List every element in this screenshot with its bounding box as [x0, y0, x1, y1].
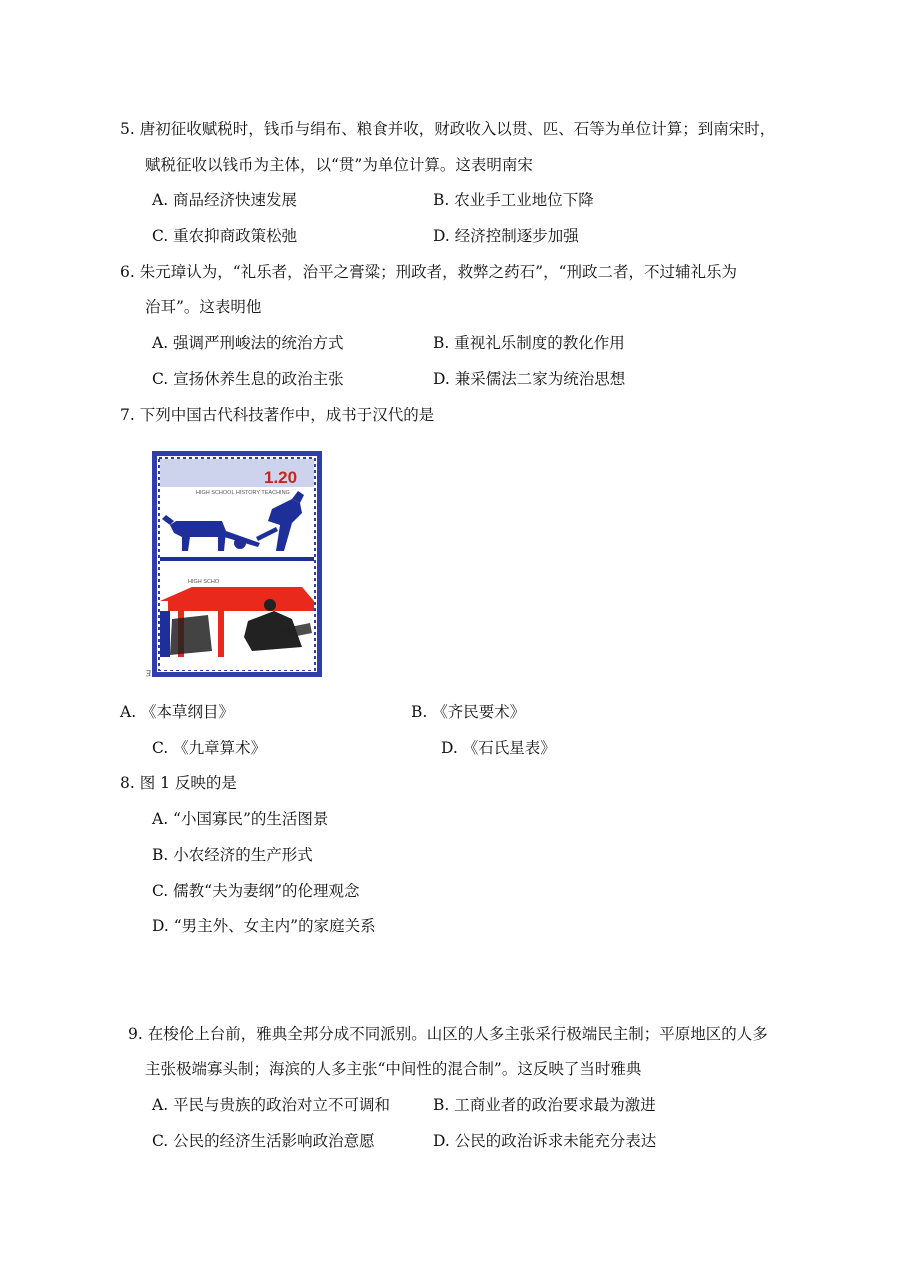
q9-option-b: B. 工商业者的政治要求最为激进 — [433, 1096, 656, 1114]
q7-option-d: D. 《石氏星表》 — [441, 739, 556, 757]
q9-stem-line1: 9. 在梭伦上台前，雅典全邦分成不同派别。山区的人多主张采行极端民主制；平原地区的人多 — [128, 1025, 768, 1043]
stamp-banner-2: HIGH SCHO — [188, 579, 220, 585]
stamp-banner: HIGH SCHOOL HISTORY TEACHING — [196, 490, 290, 496]
q6-option-d: D. 兼采儒法二家为统治思想 — [433, 370, 626, 388]
q5-option-b: B. 农业手工业地位下降 — [433, 191, 594, 209]
q8-option-d: D. “男主外、女主内”的家庭关系 — [152, 917, 376, 935]
q9-option-a: A. 平民与贵族的政治对立不可调和 — [152, 1096, 391, 1114]
q7-stem-line1: 7. 下列中国古代科技著作中，成书于汉代的是 — [120, 406, 435, 424]
figure-1-stamp-image — [146, 451, 322, 680]
q9-option-d: D. 公民的政治诉求未能充分表达 — [433, 1132, 657, 1150]
q9-stem-line2: 主张极端寡头制；海滨的人多主张“中间性的混合制”。这反映了当时雅典 — [145, 1060, 642, 1078]
q6-stem-line2: 治耳”。这表明他 — [145, 298, 262, 316]
q7-option-c: C. 《九章算术》 — [152, 739, 267, 757]
q5-option-d: D. 经济控制逐步加强 — [433, 227, 579, 245]
q8-option-c: C. 儒教“夫为妻纲”的伦理观念 — [152, 882, 360, 900]
stamp-caption: ﾖ — [146, 669, 151, 680]
stamp-value: 1.20 — [264, 468, 298, 487]
q6-option-b: B. 重视礼乐制度的教化作用 — [433, 334, 625, 352]
q7-option-a: A. 《本草纲目》 — [120, 703, 235, 721]
q5-stem-line1: 5. 唐初征收赋税时，钱币与绢布、粮食并收，财政收入以贯、匹、石等为单位计算；到南宋时， — [120, 120, 776, 138]
q7-option-b: B. 《齐民要术》 — [411, 703, 526, 721]
q5-stem-line2: 赋税征收以钱币为主体，以“贯”为单位计算。这表明南宋 — [145, 156, 533, 174]
q8-option-b: B. 小农经济的生产形式 — [152, 846, 313, 864]
q8-option-a: A. “小国寡民”的生活图景 — [152, 810, 329, 828]
q8-stem-line1: 8. 图 1 反映的是 — [120, 774, 237, 792]
q6-option-c: C. 宣扬休养生息的政治主张 — [152, 370, 344, 388]
q5-option-a: A. 商品经济快速发展 — [152, 191, 298, 209]
q6-stem-line1: 6. 朱元璋认为，“礼乐者，治平之膏粱；刑政者，救弊之药石”，“刑政二者，不过辅礼乐为 — [120, 263, 737, 281]
q9-option-c: C. 公民的经济生活影响政治意愿 — [152, 1132, 375, 1150]
q6-option-a: A. 强调严刑峻法的统治方式 — [152, 334, 344, 352]
q5-option-c: C. 重农抑商政策松弛 — [152, 227, 298, 245]
